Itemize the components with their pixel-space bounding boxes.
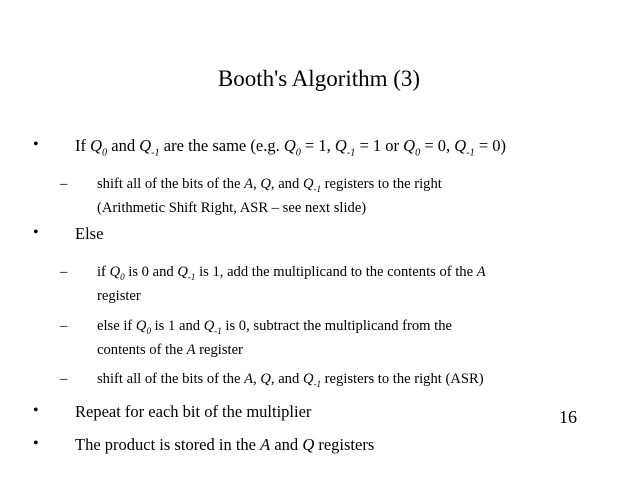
- slide-title: Booth's Algorithm (3): [217, 66, 421, 91]
- sub-bullet-text: shift all of the bits of the A, Q, and $Q_{-1}$ registers to the right (Arithmetic Shift Right, ASR – see next slide): [97, 176, 442, 216]
- sub-bullet-text: else if $Q_0$ is 1 and $Q_{-1}$ is 0, subtract the multiplicand from the contents of the A register: [97, 318, 452, 358]
- dash-marker: –: [60, 264, 68, 280]
- sub-bullet-text: shift all of the bits of the A, Q, and $Q_{-1}$ registers to the right (ASR): [97, 371, 484, 390]
- bullet-marker: •: [33, 402, 39, 419]
- bullet-text: The product is stored in the A and Q registers: [75, 435, 375, 454]
- bullet-marker: •: [33, 136, 39, 153]
- bullet-text: Repeat for each bit of the multiplier: [75, 402, 312, 421]
- bullet-text: If $Q_0$ and $Q_{-1}$ are the same (e.g. $Q_0 = 1$, $Q_{-1} = 1$ or $Q_0 = 0$, $Q_{-1} = 0$): [75, 136, 507, 159]
- bullet-marker: •: [33, 224, 39, 241]
- bullet-marker: •: [33, 435, 39, 452]
- sub-bullet-text: if $Q_0$ is 0 and $Q_{-1}$ is 1, add the multiplicand to the contents of the A register: [97, 264, 486, 304]
- dash-marker: –: [60, 318, 68, 334]
- bullet-text: Else: [75, 224, 104, 243]
- slide-number: 16: [559, 407, 577, 427]
- dash-marker: –: [60, 371, 68, 387]
- dash-marker: –: [60, 176, 68, 192]
